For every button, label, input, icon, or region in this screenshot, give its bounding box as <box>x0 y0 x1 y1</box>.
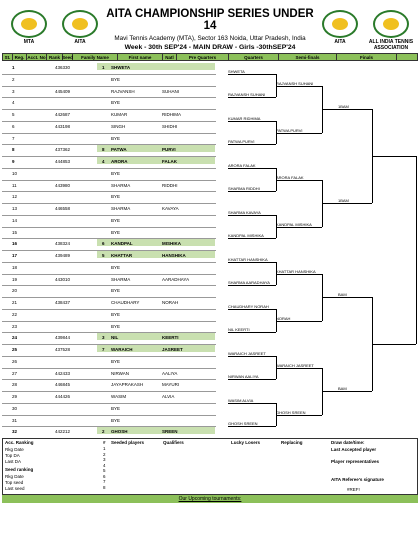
family-name: NIRWAN <box>111 370 129 376</box>
row-number: 30 <box>12 405 18 411</box>
family-name: SINGH <box>111 123 126 129</box>
quarter-name: WARAICH JASREET <box>276 362 314 368</box>
account-number: 443198 <box>55 123 71 129</box>
prequarter-name: KANDPAL MISHIKA <box>228 233 264 239</box>
row-number: 5 <box>12 112 15 117</box>
row-number: 22 <box>12 311 18 317</box>
seed-number: 6 <box>102 241 105 247</box>
first-name: KEERTI <box>162 335 179 341</box>
row-number: 21 <box>12 300 18 305</box>
row-number: 17 <box>12 253 18 258</box>
row-divider <box>2 285 216 286</box>
lucky-header: Lucky Losers <box>231 440 261 445</box>
seed-slot: 1 <box>103 446 106 451</box>
prequarter-name: SHARMA KAVAYA <box>228 209 261 215</box>
family-name: KHATTAR <box>111 253 133 258</box>
row-number: 15 <box>12 229 18 235</box>
draw-date: Draw date/time: <box>331 440 365 445</box>
replacing-header: Replacing <box>281 440 303 445</box>
column-header <box>2 53 418 61</box>
row-divider <box>2 97 216 98</box>
family-name: WASIM <box>111 394 127 399</box>
family-name: SHARMA <box>111 206 131 211</box>
row-divider <box>2 133 216 134</box>
bracket-line <box>228 285 276 286</box>
account-number: 438437 <box>55 300 71 305</box>
family-name: BYE <box>111 76 121 82</box>
family-name: BYE <box>111 417 121 423</box>
family-name: GHOSH <box>111 429 128 435</box>
column-header-cell: Family Name <box>73 54 118 60</box>
row-divider <box>2 403 216 404</box>
family-name: BYE <box>111 100 121 106</box>
family-name: BYE <box>111 135 121 141</box>
prequarter-name: CHAUDHARY NORAH <box>228 303 269 309</box>
family-name: BYE <box>111 323 121 329</box>
seed-slot: 5 <box>103 468 106 473</box>
column-header-cell: Natl <box>163 54 177 60</box>
row-number: 23 <box>12 323 18 329</box>
account-number: 446845 <box>55 382 71 388</box>
row-number: 3 <box>12 88 15 94</box>
account-number: 442687 <box>55 112 71 117</box>
bracket-line <box>228 238 276 239</box>
player-reps: Player representatives <box>331 459 380 464</box>
final-line <box>372 156 416 157</box>
bracket-line <box>228 121 276 122</box>
bracket-line <box>276 86 322 87</box>
bracket-line <box>228 262 276 263</box>
seed-slot: 7 <box>103 479 106 484</box>
family-name: SHARMA <box>111 182 131 188</box>
row-divider <box>2 168 216 169</box>
prequarter-name: PATWA PURVI <box>228 139 255 145</box>
account-number: 444426 <box>55 394 71 399</box>
family-name: KANDPAL <box>111 241 133 247</box>
row-divider <box>2 121 216 122</box>
prequarter-name: NIL KEERTI <box>228 327 250 333</box>
seed-number: 5 <box>102 253 105 258</box>
first-name: SREEN <box>162 429 178 435</box>
bracket-line <box>322 203 372 204</box>
semi-name: 1BAM <box>338 198 349 203</box>
seed-number: 7 <box>102 347 105 352</box>
row-divider <box>2 227 216 228</box>
column-header-cell: Rank <box>47 54 63 60</box>
seed-slot: 3 <box>103 457 106 462</box>
row-number: 24 <box>12 335 18 341</box>
row-number: 9 <box>12 159 15 164</box>
row-number: 29 <box>12 394 18 399</box>
prequarter-name: WARAICH JASREET <box>228 350 266 356</box>
column-header-cell: Reg. <box>13 54 27 60</box>
first-name: JASREET <box>162 347 183 352</box>
last-accepted: Last Accepted player <box>331 447 377 452</box>
column-header-cell: Pre Quarters <box>177 54 229 60</box>
row-divider <box>2 274 216 275</box>
first-name: MAYURI <box>162 382 180 388</box>
family-name: BYE <box>111 311 121 317</box>
account-number: 439489 <box>55 253 71 258</box>
row-number: 31 <box>12 417 18 423</box>
bracket-line <box>228 379 276 380</box>
prequarter-name: KHATTAR HANSHIKA <box>228 256 268 262</box>
quarter-name: ARORA FALAK <box>276 174 304 180</box>
bracket-line <box>228 426 276 427</box>
row-number: 16 <box>12 241 18 247</box>
family-name: BYE <box>111 170 121 176</box>
family-name: SHARMA <box>111 276 131 282</box>
row-number: 28 <box>12 382 18 388</box>
bracket-line <box>322 109 372 110</box>
aita-logo-left: AITA <box>60 10 100 45</box>
page-title: AITA CHAMPIONSHIP SERIES UNDER 14 Mavi Tennis Academy (MTA), Sector 163 Noida, Uttar Pradesh, India Week - 30th SEP'24 - MAIN DRAW - Girls -30thSEP'24 <box>106 8 314 51</box>
bracket-line <box>228 74 276 75</box>
prequarter-name: WASIM ALVIA <box>228 397 254 403</box>
account-number: 443010 <box>55 276 71 282</box>
family-name: BYE <box>111 288 121 294</box>
first-name: AARADHAYA <box>162 276 190 282</box>
prequarter-name: SHARMA AARADHAYA <box>228 280 270 286</box>
last-seed: Last seed <box>5 486 25 491</box>
row-number: 4 <box>12 100 15 106</box>
family-name: KUMAR <box>111 112 128 117</box>
final-connector <box>416 156 417 344</box>
family-name: BYE <box>111 194 121 200</box>
bracket-line <box>276 368 322 369</box>
row-number: 11 <box>12 182 17 188</box>
prequarter-name: NIRWAN AALIYA <box>228 374 259 380</box>
account-number: 439844 <box>55 335 71 341</box>
row-number: 8 <box>12 147 15 153</box>
first-name: SUHANI <box>162 88 180 94</box>
row-divider <box>2 379 216 380</box>
row-number: 6 <box>12 123 15 129</box>
column-header-cell: First name <box>118 54 163 60</box>
all-india-logo: ALL INDIA TENNIS ASSOCIATION <box>366 10 416 51</box>
referee-signature: AITA Referee's signature <box>331 477 384 482</box>
family-name: NIL <box>111 335 119 341</box>
row-divider <box>2 215 216 216</box>
row-number: 19 <box>12 276 18 282</box>
seed-ranking: Seed ranking <box>5 467 34 472</box>
first-name: ALVIA <box>162 394 175 399</box>
column-header-cell: Finals <box>337 54 397 60</box>
family-name: BYE <box>111 217 121 223</box>
row-divider <box>2 86 216 87</box>
column-header-cell: Semi-finals <box>279 54 337 60</box>
seed-slot: 2 <box>103 451 106 457</box>
row-number: 18 <box>12 264 18 270</box>
account-number: 438324 <box>55 241 71 247</box>
first-name: AALIYA <box>162 370 178 376</box>
row-number: 26 <box>12 358 18 364</box>
prequarter-name: SHWETA <box>228 68 245 74</box>
first-name: HANSHIKA <box>162 253 186 258</box>
bracket-line <box>228 144 276 145</box>
acc-ranking: Acc. Ranking <box>5 440 34 445</box>
header <box>0 0 420 60</box>
bracket-line <box>276 274 322 275</box>
prequarter-name: ARORA FALAK <box>228 162 256 168</box>
aita-logo-right: AITA <box>320 10 360 45</box>
row-number: 12 <box>12 194 18 200</box>
account-number: 442433 <box>55 370 71 376</box>
row-divider <box>2 191 216 192</box>
row-number: 13 <box>12 206 18 211</box>
family-name: CHAUDHARY <box>111 300 140 305</box>
bracket-line <box>276 180 322 181</box>
column-header-cell: St. <box>3 54 13 60</box>
quarter-name: RAJVANSH SUHANI <box>276 80 314 86</box>
account-number: 443980 <box>55 182 71 188</box>
row-divider <box>2 309 216 310</box>
row-divider <box>2 180 216 181</box>
quarter-name: GHOSH SREEN <box>276 409 306 415</box>
row-divider <box>2 74 216 75</box>
row-number: 27 <box>12 370 18 376</box>
row-divider <box>2 109 216 110</box>
top-seed: Top seed <box>5 480 24 485</box>
family-name: WARAICH <box>111 347 133 352</box>
row-number: 1 <box>12 65 15 70</box>
family-name: PATWA <box>111 147 127 153</box>
semi-name: BAM <box>338 386 347 391</box>
first-name: RIDDHI <box>162 182 178 188</box>
quarter-name: KANDPAL MISHIKA <box>276 221 312 227</box>
bracket-line <box>228 168 276 169</box>
column-header-cell: Seed <box>62 54 73 60</box>
row-divider <box>2 415 216 416</box>
row-number: 20 <box>12 288 18 294</box>
seed-number: 8 <box>102 147 105 153</box>
bracket-line <box>322 297 372 298</box>
family-name: ARORA <box>111 159 128 164</box>
signature-value: #REF! <box>347 487 360 492</box>
seed-slot: 8 <box>103 484 106 490</box>
bracket-line <box>276 415 322 416</box>
row-number: 10 <box>12 170 18 176</box>
family-name: BYE <box>111 229 121 235</box>
row-divider <box>2 391 216 392</box>
rkg-date-2: Rkg Date <box>5 474 24 479</box>
bracket-line <box>228 97 276 98</box>
semi-name: 1BAM <box>338 104 349 109</box>
row-divider <box>2 297 216 298</box>
rkg-date: Rkg Date <box>5 447 24 452</box>
seed-number: 4 <box>102 159 105 164</box>
prequarter-name: KUMAR RIDHIMA <box>228 115 261 121</box>
row-divider <box>2 262 216 263</box>
prequarter-name: SHARMA RIDDHI <box>228 186 260 192</box>
family-name: BYE <box>111 358 121 364</box>
row-divider <box>2 321 216 322</box>
row-number: 25 <box>12 347 18 352</box>
bracket-line <box>228 332 276 333</box>
seed-number: 2 <box>102 429 105 435</box>
last-da: Last DA <box>5 459 22 464</box>
family-name: JAYAPRAKASH <box>111 382 144 388</box>
first-name: PURVI <box>162 147 176 153</box>
account-number: 446558 <box>55 206 71 211</box>
family-name: BYE <box>111 405 121 411</box>
first-name: NORAH <box>162 300 179 305</box>
footer <box>2 438 418 495</box>
bracket-line <box>276 321 322 322</box>
bracket-line <box>228 403 276 404</box>
first-name: FALAK <box>162 159 177 164</box>
row-number: 7 <box>12 135 15 141</box>
top-da: Top DA <box>5 453 20 458</box>
account-number: 437528 <box>55 347 71 352</box>
row-divider <box>2 368 216 369</box>
first-name: RIDHIMA <box>162 112 181 117</box>
prequarter-name: RAJVANSH SUHANI <box>228 92 266 98</box>
first-name: SHIDHI <box>162 123 178 129</box>
quarter-name: KHATTAR HANSHIKA <box>276 268 316 274</box>
quarter-name: PATWA PURVI <box>276 127 303 133</box>
bracket-line <box>228 191 276 192</box>
upcoming-tournaments[interactable]: Our Upcoming tournaments: <box>2 495 418 503</box>
account-number: 436330 <box>55 65 71 70</box>
row-divider <box>2 356 216 357</box>
account-number: 437362 <box>55 147 71 153</box>
final-line <box>372 344 416 345</box>
prequarter-name: GHOSH SREEN <box>228 421 258 427</box>
seed-slot: 6 <box>103 473 106 479</box>
family-name: SHWETA <box>111 65 131 70</box>
qualifiers-header: Qualifiers <box>163 440 184 445</box>
semi-name: BAM <box>338 292 347 297</box>
row-number: 2 <box>12 76 15 82</box>
mta-logo: MTA <box>4 10 54 45</box>
hash-label: # <box>103 440 106 445</box>
row-number: 14 <box>12 217 18 223</box>
first-name: KAVAYA <box>162 206 179 211</box>
account-number: 444853 <box>55 159 71 164</box>
seed-number: 1 <box>102 65 105 70</box>
first-name: MISHIKA <box>162 241 181 247</box>
bracket-line <box>322 391 372 392</box>
column-header-cell: Acct. No <box>27 54 46 60</box>
family-name: RAJVANSH <box>111 88 135 94</box>
row-number: 32 <box>12 429 18 435</box>
bracket-line <box>228 215 276 216</box>
column-header-cell: Quarters <box>229 54 279 60</box>
quarter-name: NORAH <box>276 315 291 321</box>
seed-slot: 4 <box>103 462 106 468</box>
bracket-line <box>276 133 322 134</box>
row-divider <box>2 203 216 204</box>
account-number: 445409 <box>55 88 71 94</box>
bracket-line <box>228 309 276 310</box>
bracket-line <box>276 227 322 228</box>
bracket-line <box>228 356 276 357</box>
seed-number: 3 <box>102 335 105 341</box>
seeded-header: Seeded players <box>111 440 145 445</box>
account-number: 442212 <box>55 429 71 435</box>
family-name: BYE <box>111 264 121 270</box>
